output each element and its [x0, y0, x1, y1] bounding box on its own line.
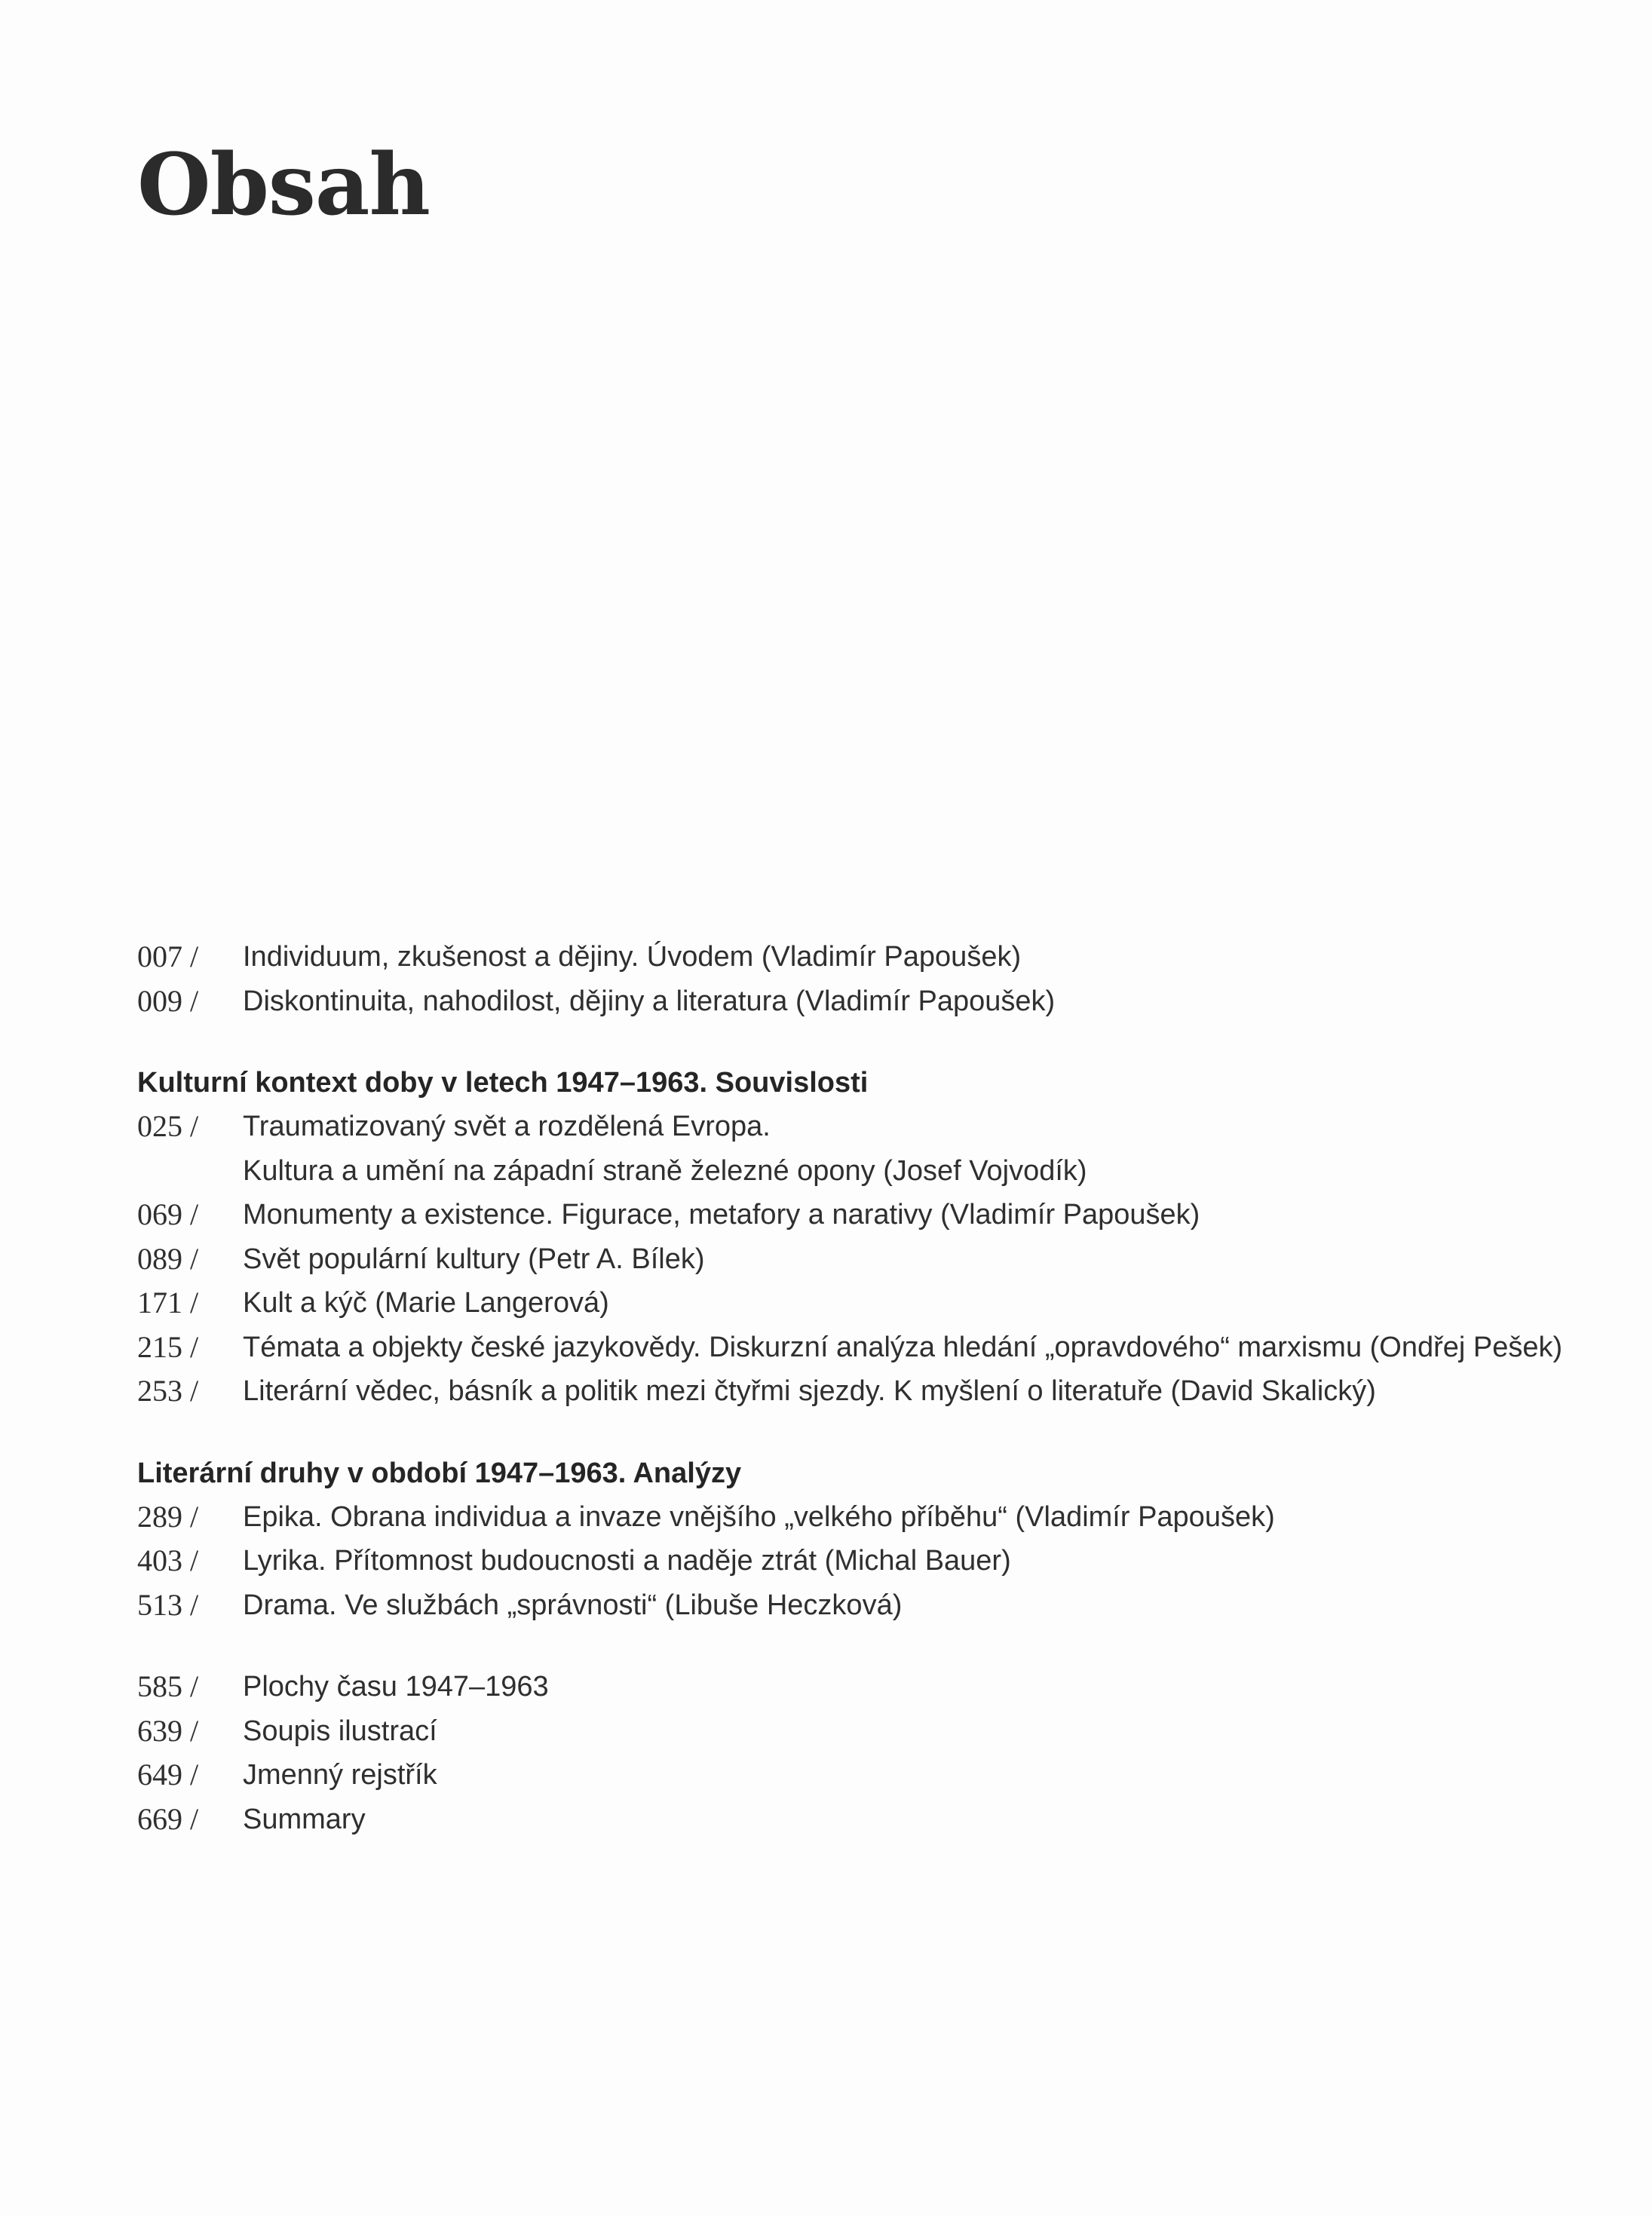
toc-entry-title: Témata a objekty české jazykovědy. Diskurzní analýza hledání „opravdového“ marxismu (Ondřej Pešek)	[243, 1331, 1563, 1363]
toc-page-number: 069 /	[137, 1197, 199, 1231]
toc-entry[interactable]	[137, 1237, 1615, 1282]
toc-entry-title: Monumenty a existence. Figurace, metafory a narativy (Vladimír Papoušek)	[243, 1199, 1200, 1231]
page-title: Obsah	[137, 136, 430, 234]
toc-entry-title: Traumatizovaný svět a rozdělená Evropa.	[243, 1111, 771, 1142]
toc-entry-title: Diskontinuita, nahodilost, dějiny a literatura (Vladimír Papoušek)	[243, 985, 1056, 1017]
toc-entry-title: Individuum, zkušenost a dějiny. Úvodem (Vladimír Papoušek)	[243, 941, 1022, 973]
toc-entry[interactable]	[137, 935, 1615, 979]
toc-entry[interactable]	[137, 1798, 1615, 1842]
toc-entry[interactable]	[137, 1369, 1615, 1414]
toc-entry[interactable]	[137, 1753, 1615, 1798]
toc-page-number: 403 /	[137, 1543, 199, 1577]
toc-page-number: 215 /	[137, 1329, 199, 1364]
toc-page-number: 089 /	[137, 1241, 199, 1276]
section-heading: Literární druhy v období 1947–1963. Analýzy	[137, 1457, 742, 1489]
toc-entry-title: Lyrika. Přítomnost budoucnosti a naděje ztrát (Michal Bauer)	[243, 1545, 1011, 1577]
toc-entry-title: Jmenný rejstřík	[243, 1759, 437, 1791]
toc-entry[interactable]	[137, 1326, 1615, 1370]
toc-appendix	[137, 1665, 1615, 1841]
toc-page-number: 253 /	[137, 1374, 199, 1408]
section-heading: Kulturní kontext doby v letech 1947–1963. Souvislosti	[137, 1067, 869, 1099]
toc-entry[interactable]	[137, 1281, 1615, 1326]
toc-page-number: 649 /	[137, 1758, 199, 1791]
toc-entry[interactable]	[137, 979, 1615, 1024]
toc-entry[interactable]	[137, 1665, 1615, 1709]
toc-entry-title: Plochy času 1947–1963	[243, 1671, 549, 1703]
toc-entry-title: Drama. Ve službách „správnosti“ (Libuše Heczková)	[243, 1589, 903, 1621]
toc-page-number: 171 /	[137, 1286, 199, 1319]
toc-entry-title: Literární vědec, básník a politik mezi čtyřmi sjezdy. K myšlení o literatuře (David Skalický)	[243, 1375, 1376, 1407]
toc-entry-title-continuation: Kultura a umění na západní straně železné opony (Josef Vojvodík)	[243, 1154, 1087, 1187]
toc-entry-title: Soupis ilustrací	[243, 1715, 437, 1747]
toc-section-context	[137, 1061, 1615, 1414]
toc-entry-title: Svět populární kultury (Petr A. Bílek)	[243, 1243, 705, 1275]
toc-page-number: 025 /	[137, 1109, 199, 1143]
toc-entry[interactable]	[137, 1193, 1615, 1237]
toc-entry[interactable]	[137, 1539, 1615, 1583]
toc-page-number: 585 /	[137, 1669, 199, 1703]
table-of-contents	[137, 935, 1615, 1879]
toc-entry-title: Summary	[243, 1803, 366, 1835]
toc-page-number: 513 /	[137, 1587, 199, 1622]
toc-entry-title: Epika. Obrana individua a invaze vnějšího „velkého příběhu“ (Vladimír Papoušek)	[243, 1500, 1275, 1533]
toc-section-genres	[137, 1451, 1615, 1628]
toc-page-number: 639 /	[137, 1713, 199, 1748]
toc-entry[interactable]	[137, 1495, 1615, 1540]
toc-entry-continuation[interactable]	[137, 1149, 1615, 1194]
toc-page-number: 007 /	[137, 939, 199, 973]
toc-page-number: 009 /	[137, 983, 199, 1018]
toc-page-number: 669 /	[137, 1801, 199, 1836]
toc-entry[interactable]	[137, 1105, 1615, 1149]
toc-page-number: 289 /	[137, 1499, 199, 1534]
toc-entry-title: Kult a kýč (Marie Langerová)	[243, 1287, 609, 1319]
toc-entry[interactable]	[137, 1709, 1615, 1754]
toc-entry[interactable]	[137, 1583, 1615, 1628]
toc-intro	[137, 935, 1615, 1023]
